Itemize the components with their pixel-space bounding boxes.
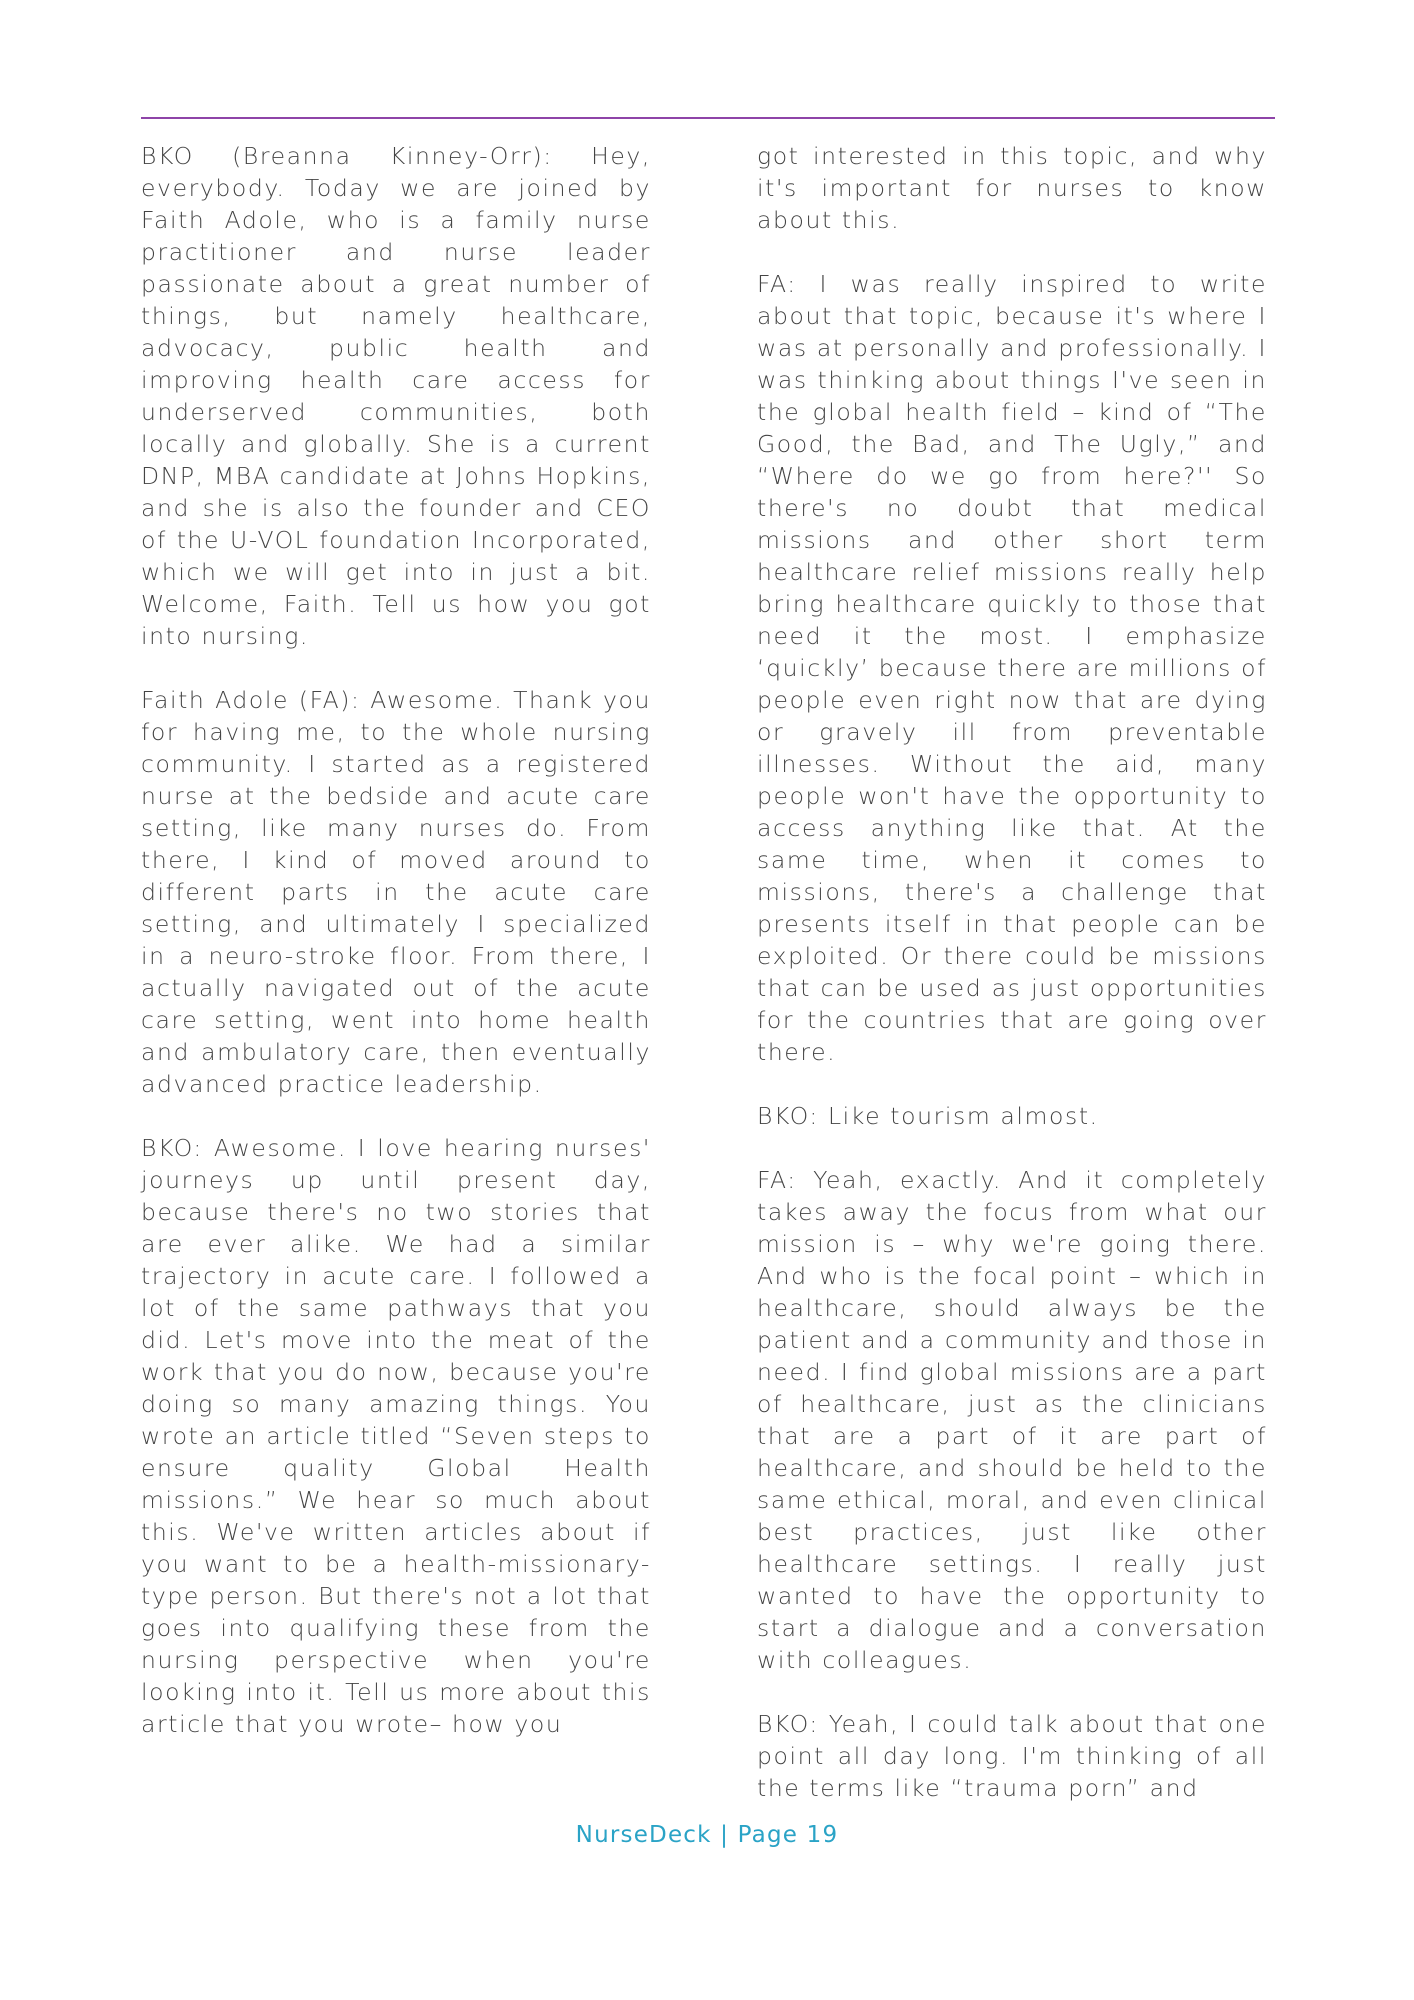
paragraph-bko-article-question: BKO: Awesome. I love hearing nurses' journeys up until present day, because there's no two stories that are ever alike. We had a similar trajectory in acute care. I followed a lot of the same pathways that you did. Let's move into the meat of the work that you do now, because you're doing so many amazing things. You wrote an article titled “Seven steps to ensure quality Global Health missions.” We hear so much about this. We've written articles about if you want to be a health-missionary-type person. But there's not a lot that goes into qualifying these from the nursing perspective when you're looking into it. Tell us more about this article that you wrote– how you	[141, 1134, 651, 1738]
right-column	[757, 140, 1267, 1836]
paragraph-fa-focus: FA: Yeah, exactly. And it completely takes away the focus from what our mission is – why we're going there. And who is the focal point – which in healthcare, should always be the patient and a community and those in need. I find global missions are a part of healthcare, just as the clinicians that are a part of it are part of healthcare, and should be held to the same ethical, moral, and even clinical best practices, just like other healthcare settings. I really just wanted to have the opportunity to start a dialogue and a conversation with colleagues.	[757, 1166, 1267, 1674]
header-divider	[141, 117, 1275, 119]
paragraph-bko-tourism: BKO: Like tourism almost.	[757, 1102, 1099, 1130]
paragraph-question-continued: got interested in this topic, and why it's important for nurses to know about this.	[757, 142, 1267, 234]
paragraph-intro: BKO (Breanna Kinney-Orr): Hey, everybody. Today we are joined by Faith Adole, who is a family nurse practitioner and nurse leader passionate about a great number of things, but namely healthcare, advocacy, public health and improving health care access for underserved communities, both locally and globally. She is a current DNP, MBA candidate at Johns Hopkins, and she is also the founder and CEO of the U-VOL foundation Incorporated, which we will get into in just a bit. Welcome, Faith. Tell us how you got into nursing.	[141, 142, 651, 650]
paragraph-fa-inspiration: FA: I was really inspired to write about that topic, because it's where I was at personally and professionally. I was thinking about things I've seen in the global health field – kind of “The Good, the Bad, and The Ugly,” and “Where do we go from here?'' So there's no doubt that medical missions and other short term healthcare relief missions really help bring healthcare quickly to those that need it the most. I emphasize ‘quickly’ because there are millions of people even right now that are dying or gravely ill from preventable illnesses. Without the aid, many people won't have the opportunity to access anything like that. At the same time, when it comes to missions, there's a challenge that presents itself in that people can be exploited. Or there could be missions that can be used as just opportunities for the countries that are going over there.	[757, 270, 1267, 1066]
paragraph-bko-trauma: BKO: Yeah, I could talk about that one point all day long. I'm thinking of all the terms like “trauma porn” and	[757, 1710, 1267, 1802]
paragraph-fa-background: Faith Adole (FA): Awesome. Thank you for having me, to the whole nursing community. I started as a registered nurse at the bedside and acute care setting, like many nurses do. From there, I kind of moved around to different parts in the acute care setting, and ultimately I specialized in a neuro-stroke floor. From there, I actually navigated out of the acute care setting, went into home health and ambulatory care, then eventually advanced practice leadership.	[141, 686, 651, 1098]
page-footer: NurseDeck | Page 19	[575, 1822, 839, 1848]
left-column	[141, 140, 651, 1772]
